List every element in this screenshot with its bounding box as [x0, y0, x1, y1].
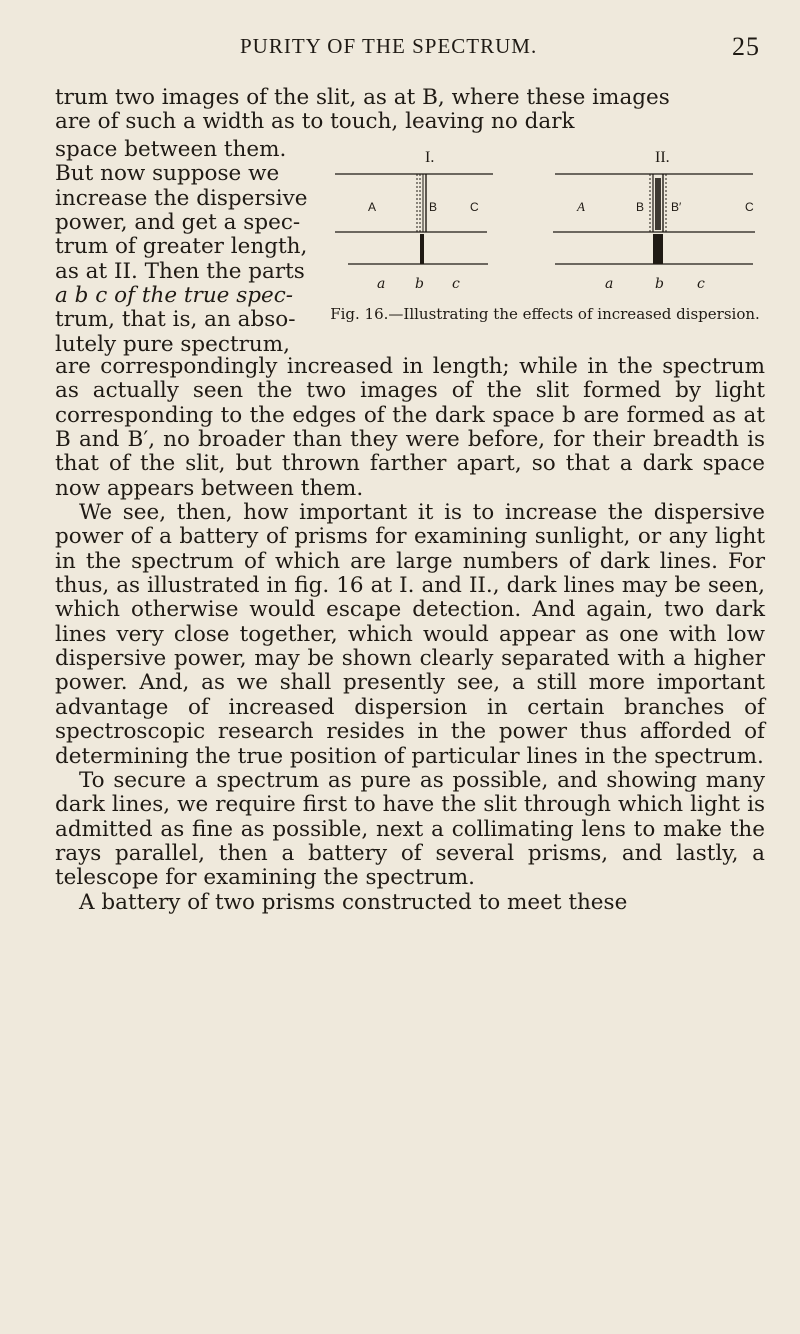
figure-illustration — [315, 138, 765, 308]
panel-2-letter-b: B — [636, 200, 645, 214]
body-text — [55, 355, 765, 915]
panel-1-letter-c: C — [470, 200, 479, 214]
panel-1-letter-a: A — [368, 200, 377, 214]
panel-2-lower-c: c — [697, 276, 705, 292]
panel-1-lower-b: b — [415, 276, 424, 292]
panel-1-label: I. — [425, 149, 435, 166]
panel-2-lower-b: b — [655, 276, 664, 292]
panel-2-lower-a: a — [605, 276, 614, 292]
panel-1-lower-c: c — [452, 276, 460, 292]
paragraph: are correspondingly increased in length; while in the spectrum as actually seen the two images of the slit formed by light corresponding to the edges of the dark space b are formed as at B and B′, no broader than they were before, for their breadth is that of the slit, but thrown farther apart, so that a dark space now appears between them. — [55, 354, 765, 501]
page-number: 25 — [732, 32, 760, 61]
text-line: a b c of the true spec- — [55, 283, 294, 309]
text-line: trum, that is, an abso- — [55, 307, 296, 333]
panel-2-letter-b-prime: B′ — [671, 200, 682, 214]
spectrum-figure — [315, 138, 765, 358]
text-line: lutely pure spectrum, — [55, 331, 290, 357]
text-line: as at II. Then the parts — [55, 258, 305, 284]
running-title: PURITY OF THE SPECTRUM. — [240, 34, 538, 58]
figure-caption: Fig. 16.—Illustrating the effects of increased dispersion. — [330, 305, 760, 323]
paragraph: We see, then, how important it is to increase the dispersive power of a battery of prisms for examining sunlight, or any light in the spectrum of which are large numbers of dark lines. For thus, as illustrated in fig. 16 at I. and II., dark lines may be seen, which otherwise would escape detection. And again, two dark lines very close together, which would appear as one with low dispersive power, may be shown clearly separated with a higher power. And, as we shall presently see, a still more important advantage of increased dispersion in certain branches of spectroscopic research resides in the power thus afforded of determining the true position of particular lines in the spectrum. — [55, 500, 765, 769]
text-line: But now suppose we — [55, 161, 280, 187]
slit-images-panel-1 — [417, 174, 426, 232]
dark-space-panel-2 — [655, 178, 661, 230]
text-line: are of such a width as to touch, leaving no dark — [55, 109, 575, 135]
panel-1-lower-a: a — [377, 276, 386, 292]
panel-2-letter-c: C — [745, 200, 754, 214]
paragraph: To secure a spectrum as pure as possible, and showing many dark lines, we require first to have the slit through which light is admitted as fine as possible, next a collimating lens to make the rays parallel, then a battery of several prisms, and lastly, a telescope for examining the spectrum. — [55, 767, 765, 891]
text-line: trum of greater length, — [55, 234, 308, 260]
text-line: power, and get a spec- — [55, 210, 301, 236]
dark-line-panel-1 — [420, 234, 424, 264]
text-line: trum two images of the slit, as at B, where these images — [55, 85, 670, 110]
panel-2-label: II. — [655, 149, 670, 166]
panel-2-letter-a: A — [577, 199, 585, 214]
text-line: space between them. — [55, 137, 287, 162]
dark-line-panel-2 — [653, 234, 663, 264]
text-line: increase the dispersive — [55, 185, 308, 211]
wrapped-text-column — [55, 138, 310, 357]
panel-1-letter-b: B — [429, 200, 438, 214]
lead-text — [55, 86, 765, 135]
running-header — [240, 8, 760, 61]
figure-region — [55, 138, 765, 358]
paragraph: A battery of two prisms constructed to meet these — [79, 889, 628, 915]
